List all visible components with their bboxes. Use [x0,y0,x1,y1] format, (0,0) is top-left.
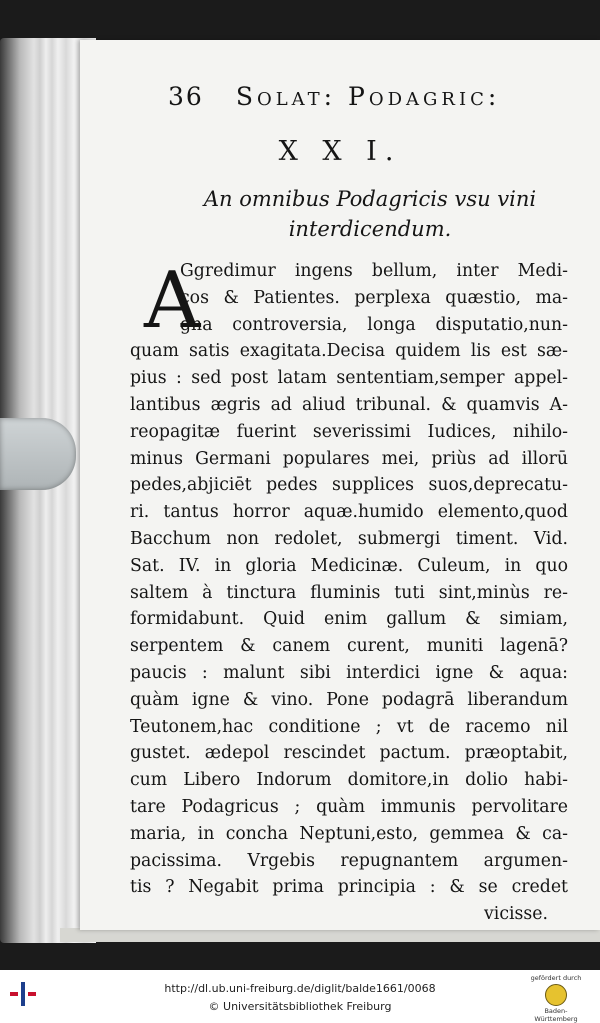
text-line: lantibus ægris ad aliud tribunal. & quamvis A- [130,394,568,415]
text-line: ri. tantus horror aquæ.humido elemento,quod [130,502,568,523]
document-url[interactable]: http://dl.ub.uni-freiburg.de/diglit/balde1661/0068 [164,982,436,995]
text-line: pius : sed post latam sententiam,semper appel- [130,368,568,389]
text-line: cos & Patientes. perplexa quæstio, ma- [180,287,568,308]
copyright-notice: © Universitätsbibliothek Freiburg [208,1000,392,1013]
text-line: Teutonem,hac conditione ; vt de racemo nil [130,716,568,737]
drop-cap-initial: A [144,256,201,346]
page-number: 36 [168,82,204,111]
body-text [130,258,568,928]
viewer-footer [0,970,600,1023]
text-line: quam satis exagitata.Decisa quidem lis est sæ- [130,341,568,362]
text-line: maria, in concha Neptuni,esto, gemmea & ca- [130,823,568,844]
text-line: minus Germani populares mei, priùs ad illorū [130,448,568,469]
text-line: tare Podagricus ; quàm immunis pervolitare [130,796,568,817]
book-clasp [0,418,76,490]
text-line: paucis : malunt sibi interdici igne & aqua: [130,662,568,683]
question-line: interdicendum. [288,217,452,241]
running-head [168,82,560,111]
book-page [80,40,600,930]
text-line: pedes,abjiciēt pedes supplices suos,deprecatu- [130,475,568,496]
baden-wuerttemberg-seal-icon [545,984,567,1006]
question-line: An omnibus Podagricis vsu vini [203,187,537,211]
text-line: reopagitæ fuerint severissimi Iudices, nihilo- [130,421,568,442]
text-line: gna controversia, longa disputatio,nun- [180,314,568,335]
chapter-number: X X I. [278,136,402,167]
text-line: quàm igne & vino. Pone podagrā liberandum [130,689,568,710]
text-line: gustet. ædepol rescindet pactum. præoptabit, [130,743,568,764]
text-line: formidabunt. Quid enim gallum & simiam, [130,609,568,630]
sponsor-label: gefördert durch [530,974,582,982]
running-title: Solat: Podagric: [235,82,501,111]
sponsor-name: Baden-Württemberg [534,1007,578,1023]
text-line: Sat. IV. in gloria Medicinæ. Culeum, in quo [130,555,568,576]
text-line: saltem à tinctura fluminis tuti sint,minùs re- [130,582,568,603]
text-line: cum Libero Indorum domitore,in dolio habi- [130,770,568,791]
text-line: Ggredimur ingens bellum, inter Medi- [180,261,568,281]
text-line: vicisse. [484,904,548,925]
text-line: pacissima. Vrgebis repugnantem argumen- [130,850,568,871]
chapter-question [170,184,570,244]
text-line: serpentem & canem curent, muniti lagenā? [130,636,568,657]
text-line: tis ? Negabit prima principia : & se credet [130,877,568,898]
text-line: Bacchum non redolet, submergi timent. Vid. [130,528,568,549]
page-bottom-edge [60,928,600,942]
